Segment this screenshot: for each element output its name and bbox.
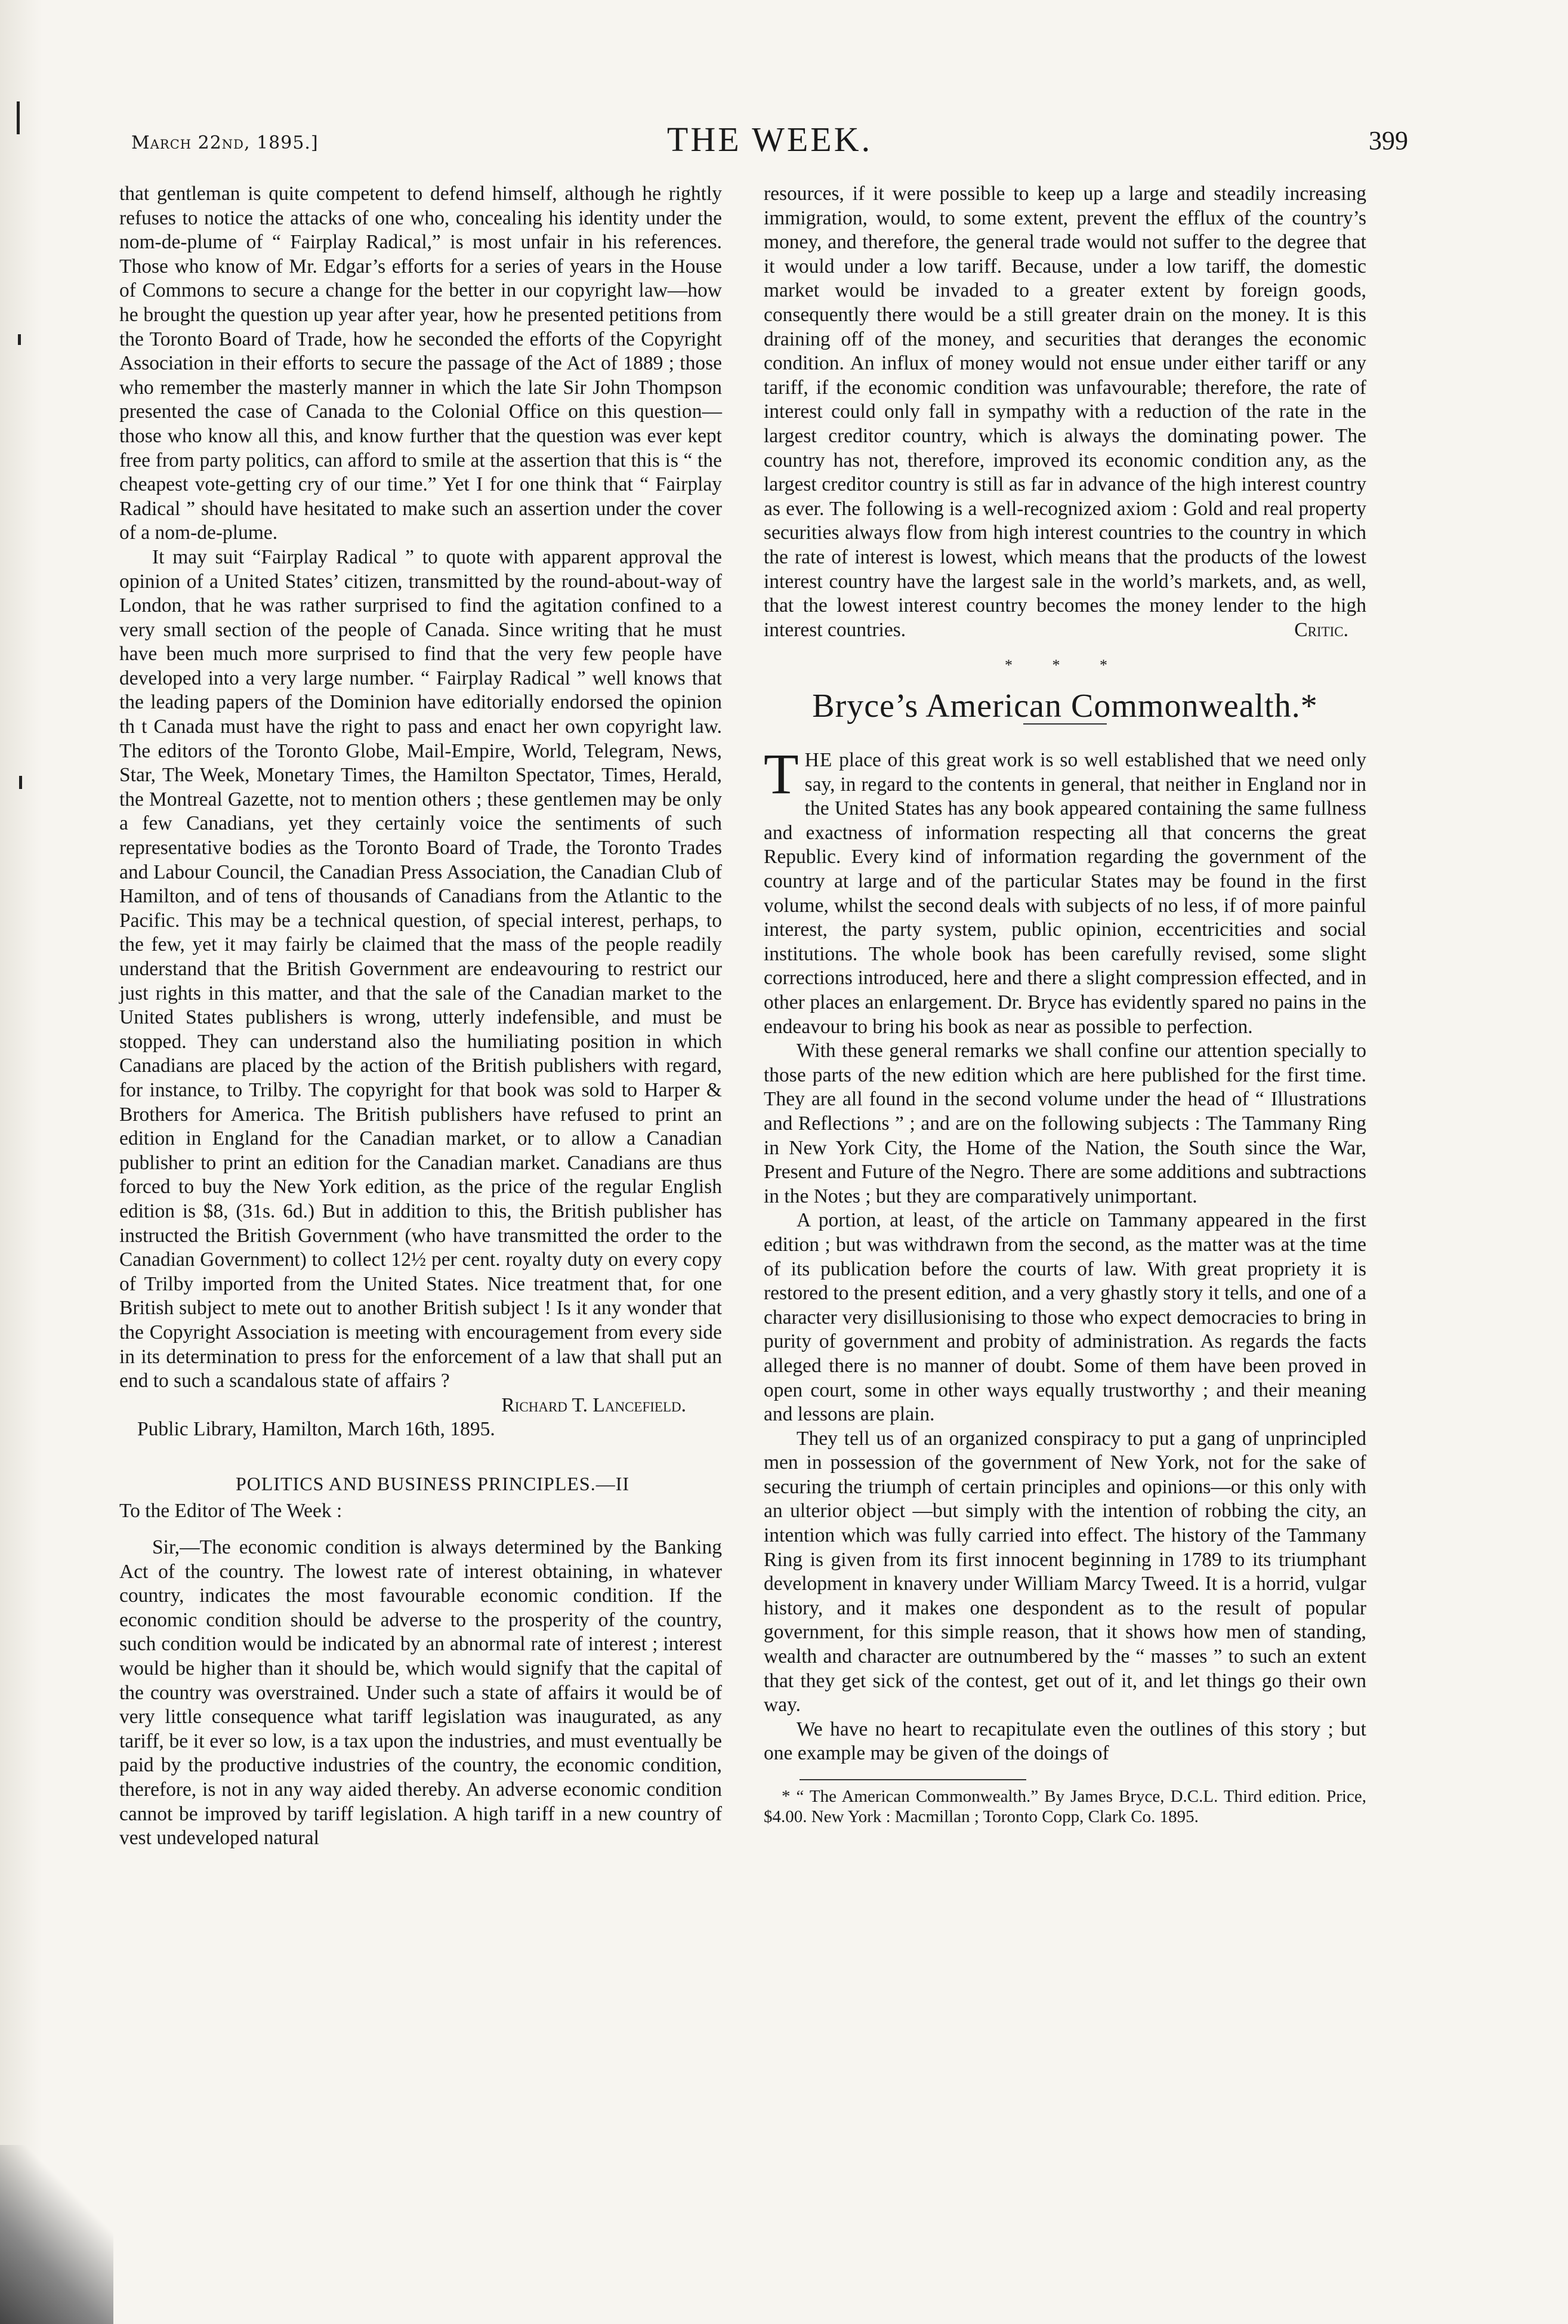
letter-paragraph: Sir,—The economic condition is always determined by the Banking Act of the country. The lowest rate of interest obtaining, in whatever country, indicates the most favourable economic condition. If the economic condition should be adverse to the prosperity of the country, such condition would be indicated by an abnormal rate of interest ; interest would be higher than it should be, which would signify that the capital of the country was overstrained. Under such a state of affairs it would be of very little consequence what tariff legislation was inaugurated, as any tariff, be it ever so low, is a tax upon the industries, and must eventually be paid by the productive industries of the country, the economic condition, therefore, is not in any way aided thereby. An adverse economic condition cannot be improved by tariff legislation. A high tariff in a new country of vest undeveloped natural (119, 1536, 722, 1850)
letter-signature: Richard T. Lancefield. (501, 1394, 686, 1416)
drop-cap: T (764, 742, 799, 806)
letter-dateline: Public Library, Hamilton, March 16th, 1895. (137, 1418, 495, 1441)
salutation: To the Editor of The Week : (119, 1500, 342, 1522)
letter-signature: Critic. (1294, 619, 1348, 642)
review-paragraph: They tell us of an organized conspiracy to put a gang of unprincipled men in possession of the government of New York, not for the sake of securing the triumph of certain principles and opinions—or this only with an ulterior object —but simply with the intention of robbing the city, an intention which was fully carried into effect. The history of the Tammany Ring is given from its first innocent beginning in 1789 to its triumphant development in knavery under William Marcy Tweed. It is a horrid, vulgar history, and it makes one despondent as to the result of popular government, for this simple reason, that it shows how men of standing, wealth and character are outnumbered by the “ masses ” to such an extent that they get sick of the contest, get out of it, and let things go their own way. (764, 1427, 1366, 1716)
margin-mark (17, 101, 20, 134)
article-title: Bryce’s American Commonwealth.* (812, 688, 1318, 725)
review-paragraph: A portion, at least, of the article on Tammany appeared in the first edition ; but was withdrawn from the second, as the matter was at the time of its publication before the courts of law. With great propriety it is restored to the present edition, and a very ghastly story it tells, and one of a character very disillusionising to those who expect democracies to bring in purity of government and probity of administration. As regards the facts alleged there is no manner of doubt. Some of them have been proved in open court, some in other ways equally trustworthy ; and their meaning and lessons are plain. (764, 1209, 1366, 1426)
footnote-rule (800, 1779, 1026, 1780)
review-paragraph: With these general remarks we shall confine our attention specially to those parts of the new edition which are here published for the first time. They are all found in the second volume under the head of “ Illustrations and Reflections ” ; and are on the following subjects : The Tammany Ring in New York City, the Home of the Nation, the South since the War, Present and Future of the Negro. There are some additions and subtractions in the Notes ; but they are comparatively unimportant. (764, 1040, 1366, 1207)
section-separator: * * * (1005, 656, 1125, 674)
publication-title: THE WEEK. (666, 120, 873, 159)
margin-mark (18, 334, 21, 345)
page-number: 399 (1369, 126, 1408, 155)
page-corner-damage (0, 2145, 113, 2324)
opening-caps: HE (804, 749, 833, 772)
review-paragraph (764, 742, 1366, 1039)
review-text: place of this great work is so well established that we need only say, in regard to the contents in general, that neither in England nor in the United States has any book appeared containing the same fullness and exactness of information respecting all that concerns the great Republic. Every kind of information regarding the government of the country at large and of the particular States may be found in the first volume, whilst the second deals with subjects of no less, if of more painful interest, the party system, public opinion, eccentricities and social institutions. The whole book has been carefully revised, some slight corrections introduced, here and there a slight compression effected, and in other places an enlargement. Dr. Bryce has evidently spared no pains in the endeavour to bring his book as near as possible to perfection. (764, 749, 1366, 1038)
running-header (131, 119, 1408, 167)
letter-paragraph: that gentleman is quite competent to defend himself, although he rightly refuses to notice the attacks of one who, concealing his identity under the nom-de-plume of “ Fairplay Radical,” is most unfair in his references. Those who know of Mr. Edgar’s efforts for a series of years in the House of Commons to secure a change for the better in our copyright law—how he brought the question up year after year, how he presented petitions from the Toronto Board of Trade, how he seconded the efforts of the Copyright Association in their efforts to secure the passage of the Act of 1889 ; those who remember the masterly manner in which the late Sir John Thompson presented the case of Canada to the Colonial Office on this question—those who know all this, and know further that the question was ever kept free from party politics, can afford to smile at the assertion that this is “ the cheapest vote-getting cry of our time.” Yet I for one think that “ Fairplay Radical ” should have hesitated to make such an assertion under the cover of a nom-de-plume. (119, 183, 722, 544)
page-spine-shadow (0, 0, 42, 2324)
issue-date: March 22nd, 1895.] (131, 132, 319, 153)
footnote: * “ The American Commonwealth.” By James Bryce, D.C.L. Third edition. Price, $4.00. New York : Macmillan ; Toronto Copp, Clark Co. 1895. (764, 1787, 1366, 1826)
left-column (119, 182, 722, 1851)
review-paragraph: We have no heart to recapitulate even the outlines of this story ; but one example may be given of the doings of (764, 1718, 1366, 1765)
right-column (764, 182, 1366, 1827)
margin-mark (19, 776, 22, 789)
section-heading: POLITICS AND BUSINESS PRINCIPLES.—II (235, 1472, 630, 1494)
letter-paragraph: It may suit “Fairplay Radical ” to quote with apparent approval the opinion of a United States’ citizen, transmitted by the round-about-way of London, that he was rather surprised to find the agitation confined to a very small section of the people of Canada. Since writing that he must have been much more surprised to find that the very few people have developed into a very large number. “ Fairplay Radical ” well knows that the leading papers of the Dominion have editorially endorsed the opinion th t Canada must have the right to pass and enact her own copyright law. The editors of the Toronto Globe, Mail-Empire, World, Telegram, News, Star, The Week, Monetary Times, the Hamilton Spectator, Times, Herald, the Montreal Gazette, not to mention others ; these gentlemen may be only a few Canadians, yet they certainly voice the sentiments of such representative bodies as the Toronto Board of Trade, the Toronto Trades and Labour Council, the Canadian Press Association, the Canadian Club of Hamilton, and of tens of thousands of Canadians from the Atlantic to the Pacific. This may be a technical question, of special interest, perhaps, to the few, yet it may fairly be claimed that the mass of the people readily understand that the British Government are endeavouring to restrict our just rights in this matter, and that the sale of the Canadian market to the United States publishers is wrong, utterly indefensible, and must be stopped. They can understand also the humiliating position in which Canadians are placed by the action of the British publishers with regard, for instance, to Trilby. The copyright for that book was sold to Harper & Brothers for America. The British publishers have refused to print an edition in England for the Canadian market, or to allow a Canadian publisher to print an edition for the Canadian market. Canadians are thus forced to buy the New York edition, as the price of the regular English edition is $8, (31s. 6d.) But in addition to this, the British publisher has instructed the British Government (who have transmitted the order to the Canadian Government) to collect 12½ per cent. royalty duty on every copy of Trilby imported from the United States. Nice treatment that, for one British subject to mete out to another British subject ! Is it any wonder that the Copyright Association is meeting with encouragement from every side in its determination to press for the enforcement of a law that shall put an end to such a scandalous state of affairs ? (119, 545, 722, 1392)
letter-paragraph: resources, if it were possible to keep up a large and steadily increasing immigration, would, to some extent, prevent the efflux of the country’s money, and therefore, the general trade would not suffer to the degree that it would under a low tariff. Because, under a low tariff, the domestic market would be invaded to a greater extent by foreign goods, consequently there would be a still greater drain on the money. It is this draining off of the money, and securities that deranges the economic condition. An influx of money would not ensue under either tariff or any tariff, if the economic condition was unfavourable; therefore, the rate of interest could only fall in sympathy with a reduction of the rate in the largest creditor country, which is always the dominating power. The country has not, therefore, improved its economic condition any, as the largest creditor country is still as far in advance of the high interest country as ever. The following is a well-recognized axiom : Gold and real property securities always flow from high interest countries to the country in which the rate of interest is lowest, which means that the products of the lowest interest country have the largest sale in the world’s markets, and, as well, that the lowest interest country becomes the money lender to the high interest countries. (764, 183, 1366, 641)
